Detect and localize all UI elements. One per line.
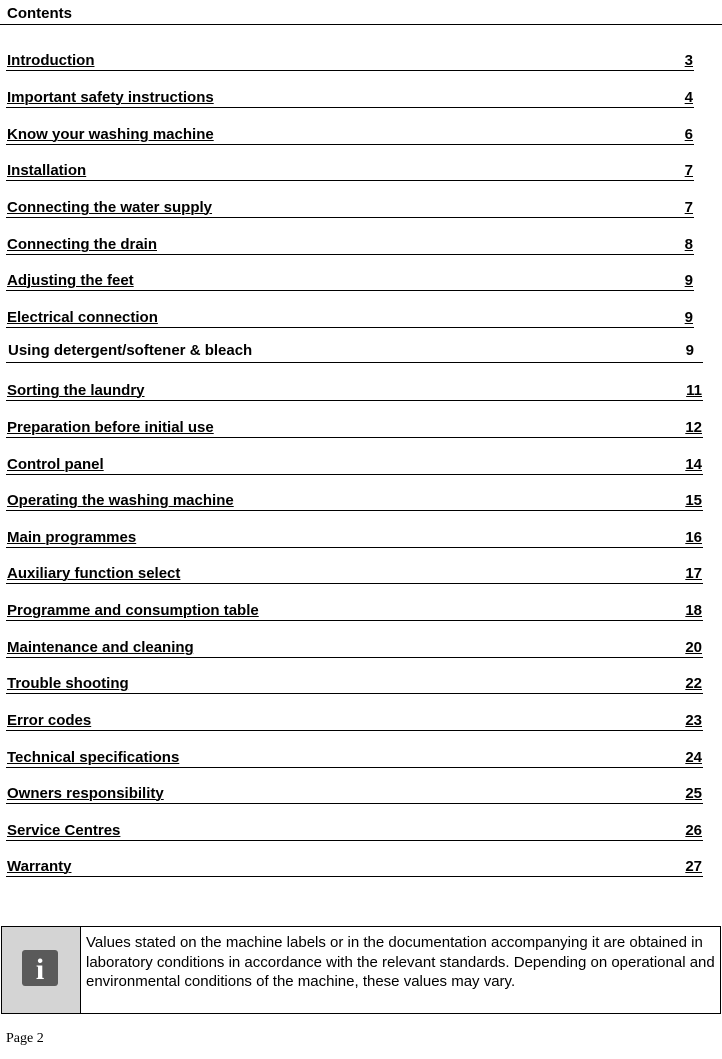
toc-entry-label: Sorting the laundry bbox=[7, 382, 145, 399]
toc-entry-introduction[interactable] bbox=[6, 51, 694, 71]
toc-entry-main-programmes[interactable] bbox=[6, 528, 703, 548]
toc-entry-page: 15 bbox=[685, 492, 702, 509]
toc-entry-maintenance[interactable] bbox=[6, 638, 703, 658]
toc-entry-operating[interactable] bbox=[6, 491, 703, 511]
toc-entry-page: 23 bbox=[685, 712, 702, 729]
toc-entry-safety[interactable] bbox=[6, 88, 694, 108]
toc-entry-label: Auxiliary function select bbox=[7, 565, 181, 582]
toc-entry-owners-responsibility[interactable] bbox=[6, 784, 703, 804]
toc-entry-page: 27 bbox=[685, 858, 702, 875]
toc-entry-service-centres[interactable] bbox=[6, 821, 703, 841]
toc-entry-page: 9 bbox=[685, 342, 694, 359]
toc-entry-label: Using detergent/softener & bleach bbox=[8, 342, 253, 359]
page-number: Page 2 bbox=[6, 1031, 44, 1046]
toc-entry-page: 7 bbox=[684, 162, 693, 179]
toc-entry-label: Know your washing machine bbox=[7, 126, 214, 143]
toc-entry-label: Operating the washing machine bbox=[7, 492, 234, 509]
toc-entry-label: Maintenance and cleaning bbox=[7, 639, 194, 656]
toc-entry-feet[interactable] bbox=[6, 271, 694, 291]
toc-entry-label: Service Centres bbox=[7, 822, 121, 839]
toc-entry-page: 12 bbox=[685, 419, 702, 436]
toc-entry-label: Installation bbox=[7, 162, 87, 179]
toc-entry-warranty[interactable] bbox=[6, 857, 703, 877]
toc-entry-label: Main programmes bbox=[7, 529, 137, 546]
toc-entry-sorting[interactable] bbox=[6, 381, 703, 401]
toc-entry-electrical[interactable] bbox=[6, 308, 694, 328]
toc-entry-page: 20 bbox=[685, 639, 702, 656]
toc-entry-label: Important safety instructions bbox=[7, 89, 214, 106]
toc-entry-label: Adjusting the feet bbox=[7, 272, 134, 289]
toc-entry-error-codes[interactable] bbox=[6, 711, 703, 731]
toc-entry-page: 26 bbox=[685, 822, 702, 839]
toc-entry-auxiliary[interactable] bbox=[6, 564, 703, 584]
toc-entry-label: Programme and consumption table bbox=[7, 602, 259, 619]
info-icon bbox=[21, 949, 59, 987]
toc-entry-page: 24 bbox=[685, 749, 702, 766]
toc-entry-know-machine[interactable] bbox=[6, 125, 694, 145]
contents-header bbox=[0, 0, 722, 25]
toc-entry-page: 14 bbox=[685, 456, 702, 473]
toc-entry-page: 11 bbox=[686, 382, 702, 399]
toc-entry-label: Error codes bbox=[7, 712, 92, 729]
toc-entry-page: 16 bbox=[685, 529, 702, 546]
toc-entry-preparation[interactable] bbox=[6, 418, 703, 438]
toc-entry-label: Trouble shooting bbox=[7, 675, 129, 692]
toc-entry-technical-specs[interactable] bbox=[6, 748, 703, 768]
toc-entry-water-supply[interactable] bbox=[6, 198, 694, 218]
toc-entry-label: Electrical connection bbox=[7, 309, 158, 326]
divider bbox=[6, 362, 703, 363]
note-text: Values stated on the machine labels or in the documentation accompanying it are obtained in laboratory conditions in accordance with the relevant standards. Depending on operational and environmental conditions of the machine, these values may vary. bbox=[86, 934, 715, 990]
info-note-box bbox=[1, 926, 721, 1014]
toc-entry-label: Control panel bbox=[7, 456, 104, 473]
toc-entry-label: Introduction bbox=[7, 52, 95, 69]
svg-text:i: i bbox=[35, 953, 45, 986]
toc-entry-installation[interactable] bbox=[6, 161, 694, 181]
toc-entry-drain[interactable] bbox=[6, 235, 694, 255]
toc-entry-page: 8 bbox=[684, 236, 693, 253]
toc-entry-label: Owners responsibility bbox=[7, 785, 164, 802]
toc-entry-page: 4 bbox=[684, 89, 693, 106]
toc-entry-page: 22 bbox=[685, 675, 702, 692]
toc-entry-page: 17 bbox=[685, 565, 702, 582]
toc-entry-control-panel[interactable] bbox=[6, 455, 703, 475]
toc-entry-trouble-shooting[interactable] bbox=[6, 674, 703, 694]
note-icon-cell bbox=[2, 927, 81, 1013]
toc-entry-consumption-table[interactable] bbox=[6, 601, 703, 621]
toc-entry-page: 18 bbox=[685, 602, 702, 619]
toc-entry-page: 7 bbox=[684, 199, 693, 216]
toc-entry-label: Technical specifications bbox=[7, 749, 180, 766]
toc-entry-label: Warranty bbox=[7, 858, 72, 875]
toc-entry-page: 6 bbox=[684, 126, 693, 143]
page-title: Contents bbox=[7, 5, 72, 22]
toc-entry-label: Connecting the drain bbox=[7, 236, 157, 253]
toc-entry-page: 9 bbox=[684, 309, 693, 326]
toc-entry-page: 3 bbox=[684, 52, 693, 69]
toc-entry-label: Connecting the water supply bbox=[7, 199, 213, 216]
toc-entry-page: 25 bbox=[685, 785, 702, 802]
toc-entry-detergent[interactable] bbox=[7, 340, 695, 360]
toc-entry-label: Preparation before initial use bbox=[7, 419, 214, 436]
toc-entry-page: 9 bbox=[684, 272, 693, 289]
